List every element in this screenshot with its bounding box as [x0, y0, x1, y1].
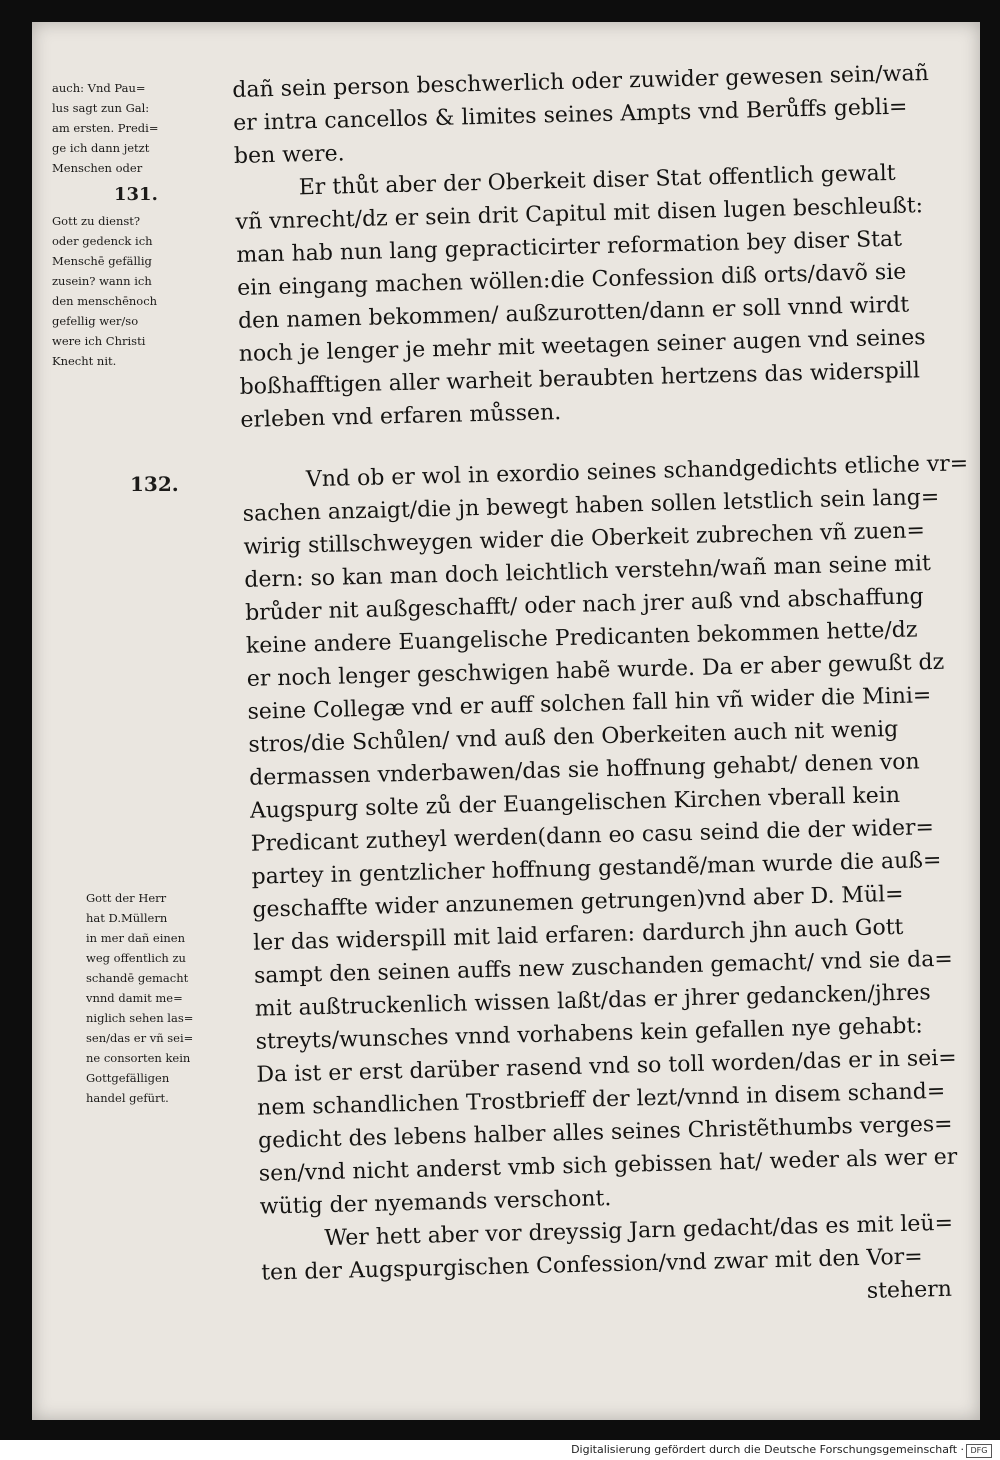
margin-note-line: weg offentlich zu [86, 951, 186, 965]
text-line: wütig der nyemands verschont. [259, 1186, 612, 1220]
text-line: dern: so kan man doch leichtlich verstehn/wañ man seine mit [244, 551, 932, 593]
margin-note-line: gefellig wer/so [52, 314, 139, 328]
dfg-logo: DFG [966, 1444, 992, 1458]
text-line: erleben vnd erfaren můssen. [240, 400, 562, 433]
text-line: brůder nit außgeschafft/ oder nach jrer auß vnd abschaffung [244, 584, 924, 626]
margin-notes-block-1 [52, 78, 236, 371]
text-line: wirig stillschweygen wider die Oberkeit zubrechen vñ zuen= [243, 518, 926, 560]
margin-note-line: hat D.Müllern [86, 911, 168, 925]
text-line: man hab nun lang gepracticirter reformation bey diser Stat [236, 226, 903, 268]
text-line: dermassen vnderbawen/das sie hoffnung gehabt/ denen von [248, 749, 920, 791]
margin-note-line: niglich sehen las= [86, 1011, 194, 1025]
text-line: vñ vnrecht/dz er sein drit Capitul mit disen lugen beschleußt: [235, 193, 924, 235]
margin-note-line: in mer dañ einen [86, 931, 185, 945]
margin-note-line: am ersten. Predi= [52, 121, 159, 135]
text-line: stros/die Schůlen/ vnd auß den Oberkeiten auch nit wenig [248, 716, 899, 758]
margin-note-line: ge ich dann jetzt [52, 141, 150, 155]
text-line: seine Collegæ vnd er auff solchen fall hin vñ wider die Mini= [247, 683, 932, 725]
section-number-132: 132. [130, 472, 179, 496]
margin-note-line: ne consorten kein [86, 1051, 191, 1065]
margin-note-line: Gottgefälligen [86, 1071, 170, 1085]
margin-note-line: zusein? wann ich [52, 274, 152, 288]
text-line: Da ist er erst darüber rasend vnd so toll worden/das er in sei= [256, 1045, 957, 1088]
margin-note-line: schandē gemacht [86, 971, 189, 985]
funding-notice: Digitalisierung gefördert durch die Deutsche Forschungsgemeinschaft · [571, 1443, 964, 1456]
margin-note-line: sen/das er vñ sei= [86, 1031, 194, 1045]
text-line: sampt den seinen auffs new zuschanden gemacht/ vnd sie da= [253, 946, 954, 989]
margin-notes-block-3 [86, 888, 256, 1108]
text-line: ten der Augspurgischen Confession/vnd zwar mit den Vor= [261, 1244, 923, 1286]
text-line: mit außtruckenlich wissen laßt/das er jhrer gedancken/jhres [254, 980, 931, 1022]
text-line: sachen anzaigt/die jn bewegt haben sollen letstlich sein lang= [242, 484, 940, 527]
text-line: ein eingang machen wöllen:die Confession diß orts/davõ sie [236, 259, 907, 301]
text-line: ben were. [233, 141, 345, 169]
text-line: boßhafftigen aller warheit beraubten hertzens das widerspill [239, 358, 921, 400]
margin-note-line: Gott der Herr [86, 891, 167, 905]
text-line: Augspurg solte zů der Euangelischen Kirchen vberall kein [249, 782, 901, 824]
footer-bar [0, 1440, 1000, 1460]
margin-note-line: Menschē gefällig [52, 254, 152, 268]
margin-note-line: oder gedenck ich [52, 234, 153, 248]
text-line: geschaffte wider anzunemen getrungen)vnd aber D. Mül= [252, 881, 904, 923]
text-line: Wer hett aber vor dreyssig Jarn gedacht/das es mit leü= [324, 1210, 954, 1252]
text-line: noch je lenger je mehr mit weetagen seiner augen vnd seines [238, 325, 926, 367]
margin-note-line: Gott zu dienst? [52, 214, 141, 228]
text-line: streyts/wunsches vnnd vorhabens kein gefallen nye gehabt: [255, 1013, 924, 1055]
margin-note-line: Knecht nit. [52, 354, 117, 368]
margin-note-line: vnnd damit me= [86, 991, 183, 1005]
text-line: gedicht des lebens halber alles seines Christẽthumbs verges= [257, 1111, 953, 1154]
margin-note-line: handel gefürt. [86, 1091, 169, 1105]
text-line: ler das widerspill mit laid erfaren: dardurch jhn auch Gott [252, 914, 904, 956]
text-line: keine andere Euangelische Predicanten bekommen hette/dz [245, 617, 918, 659]
section-number-131: 131. [114, 184, 158, 205]
text-line: Vnd ob er wol in exordio seines schandgedichts etliche vr= [305, 451, 969, 493]
margin-note-line: auch: Vnd Pau= [52, 81, 146, 95]
main-text-column [232, 56, 992, 1322]
margin-note-line: lus sagt zun Gal: [52, 101, 150, 115]
text-line: partey in gentzlicher hoffnung gestandẽ/man wurde die auß= [251, 847, 942, 890]
margin-note-line: Menschen oder [52, 161, 143, 175]
text-line: nem schandlichen Trostbrieff der lezt/vnnd in disem schand= [256, 1078, 946, 1121]
text-line: sen/vnd nicht anderst vmb sich gebissen hat/ weder als wer er [258, 1144, 958, 1187]
text-line: Predicant zutheyl werden(dann eo casu seind die der wider= [250, 815, 935, 857]
margin-note-line: den menschēnoch [52, 294, 158, 308]
text-line: er noch lenger geschwigen habẽ wurde. Da er aber gewußt dz [246, 649, 945, 692]
text-line: Er thůt aber der Oberkeit diser Stat offentlich gewalt [298, 160, 896, 201]
text-line: er intra cancellos & limites seines Ampts vnd Berůffs gebli= [232, 94, 908, 136]
text-line: dañ sein person beschwerlich oder zuwider gewesen sein/wañ [232, 60, 930, 103]
catchword: stehern [866, 1276, 953, 1304]
text-line: den namen bekommen/ außzurotten/dann er soll vnnd wirdt [237, 292, 910, 334]
margin-note-line: were ich Christi [52, 334, 146, 348]
